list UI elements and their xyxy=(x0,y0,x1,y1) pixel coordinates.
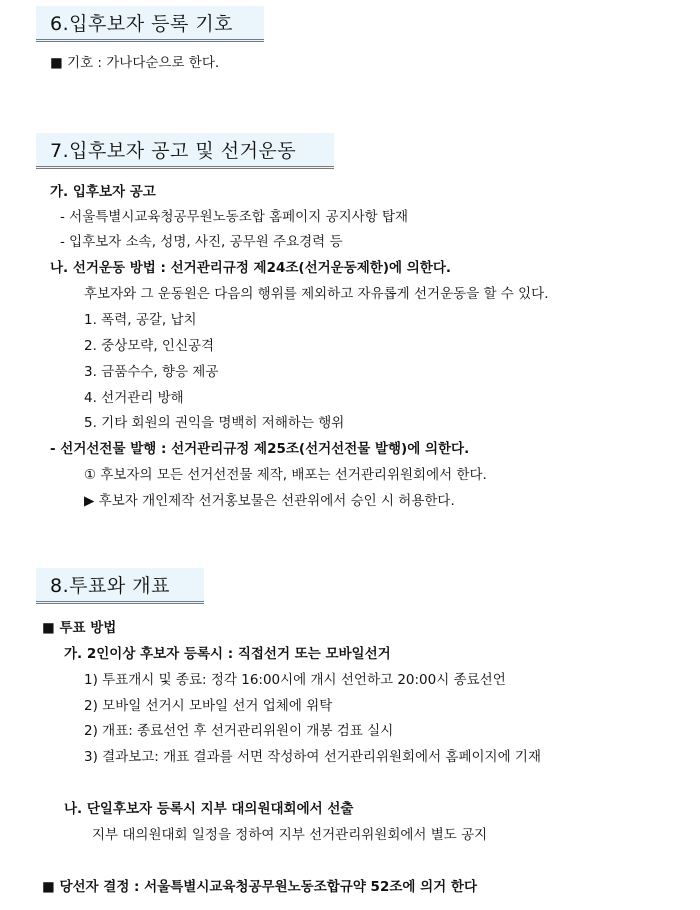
section-8-line-7: 나. 단일후보자 등록시 지부 대의원대회에서 선출 xyxy=(64,801,354,817)
section-8-line-6: 3) 결과보고: 개표 결과를 서면 작성하여 선거관리위원회에서 홈페이지에 기재 xyxy=(84,749,542,765)
section-8-line-5: 2) 개표: 종료선언 후 선거관리위원이 개봉 검표 실시 xyxy=(84,723,394,739)
section-8-title: 8.투표와 개표 xyxy=(36,568,204,604)
section-7-line-7: 2. 중상모략, 인신공격 xyxy=(84,338,215,354)
section-8-line-8: 지부 대의원대회 일정을 정하여 지부 선거관리위원회에서 별도 공지 xyxy=(92,827,488,843)
section-7-line-6: 1. 폭력, 공갈, 납치 xyxy=(84,312,197,328)
section-7-title: 7.입후보자 공고 및 선거운동 xyxy=(36,133,334,169)
section-8-line-9: ■ 당선자 결정 : 서울특별시교육청공무원노동조합규약 52조에 의거 한다 xyxy=(42,879,477,895)
section-7-line-4: 나. 선거운동 방법 : 선거관리규정 제24조(선거운동제한)에 의한다. xyxy=(50,260,452,276)
section-7-line-8: 3. 금품수수, 향응 제공 xyxy=(84,364,219,380)
section-7-line-9: 4. 선거관리 방해 xyxy=(84,390,184,406)
section-8-line-3: 1) 투표개시 및 종료: 정각 16:00시에 개시 선언하고 20:00시 종료선언 xyxy=(84,672,506,688)
section-8-line-1: ■ 투표 방법 xyxy=(42,620,117,636)
section-6-title: 6.입후보자 등록 기호 xyxy=(36,6,264,42)
section-7-line-13: ▶ 후보자 개인제작 선거홍보물은 선관위에서 승인 시 허용한다. xyxy=(84,493,455,509)
section-7-line-3: - 입후보자 소속, 성명, 사진, 공무원 주요경력 등 xyxy=(60,234,343,250)
section-7-line-12: ① 후보자의 모든 선거선전물 제작, 배포는 선거관리위원회에서 한다. xyxy=(84,467,487,483)
section-7-line-5: 후보자와 그 운동원은 다음의 행위를 제외하고 자유롭게 선거운동을 할 수 있다. xyxy=(84,286,549,302)
section-7-line-2: - 서울특별시교육청공무원노동조합 홈페이지 공지사항 탑재 xyxy=(60,209,409,225)
section-8-line-4: 2) 모바일 선거시 모바일 선거 업체에 위탁 xyxy=(84,698,333,714)
section-7-line-11: - 선거선전물 발행 : 선거관리규정 제25조(선거선전물 발행)에 의한다. xyxy=(50,441,470,457)
section-8-line-2: 가. 2인이상 후보자 등록시 : 직접선거 또는 모바일선거 xyxy=(64,646,391,662)
section-6-line-1: ■ 기호 : 가나다순으로 한다. xyxy=(50,55,220,71)
section-7-line-10: 5. 기타 회원의 권익을 명백히 저해하는 행위 xyxy=(84,415,345,431)
section-7-line-1: 가. 입후보자 공고 xyxy=(50,184,156,200)
